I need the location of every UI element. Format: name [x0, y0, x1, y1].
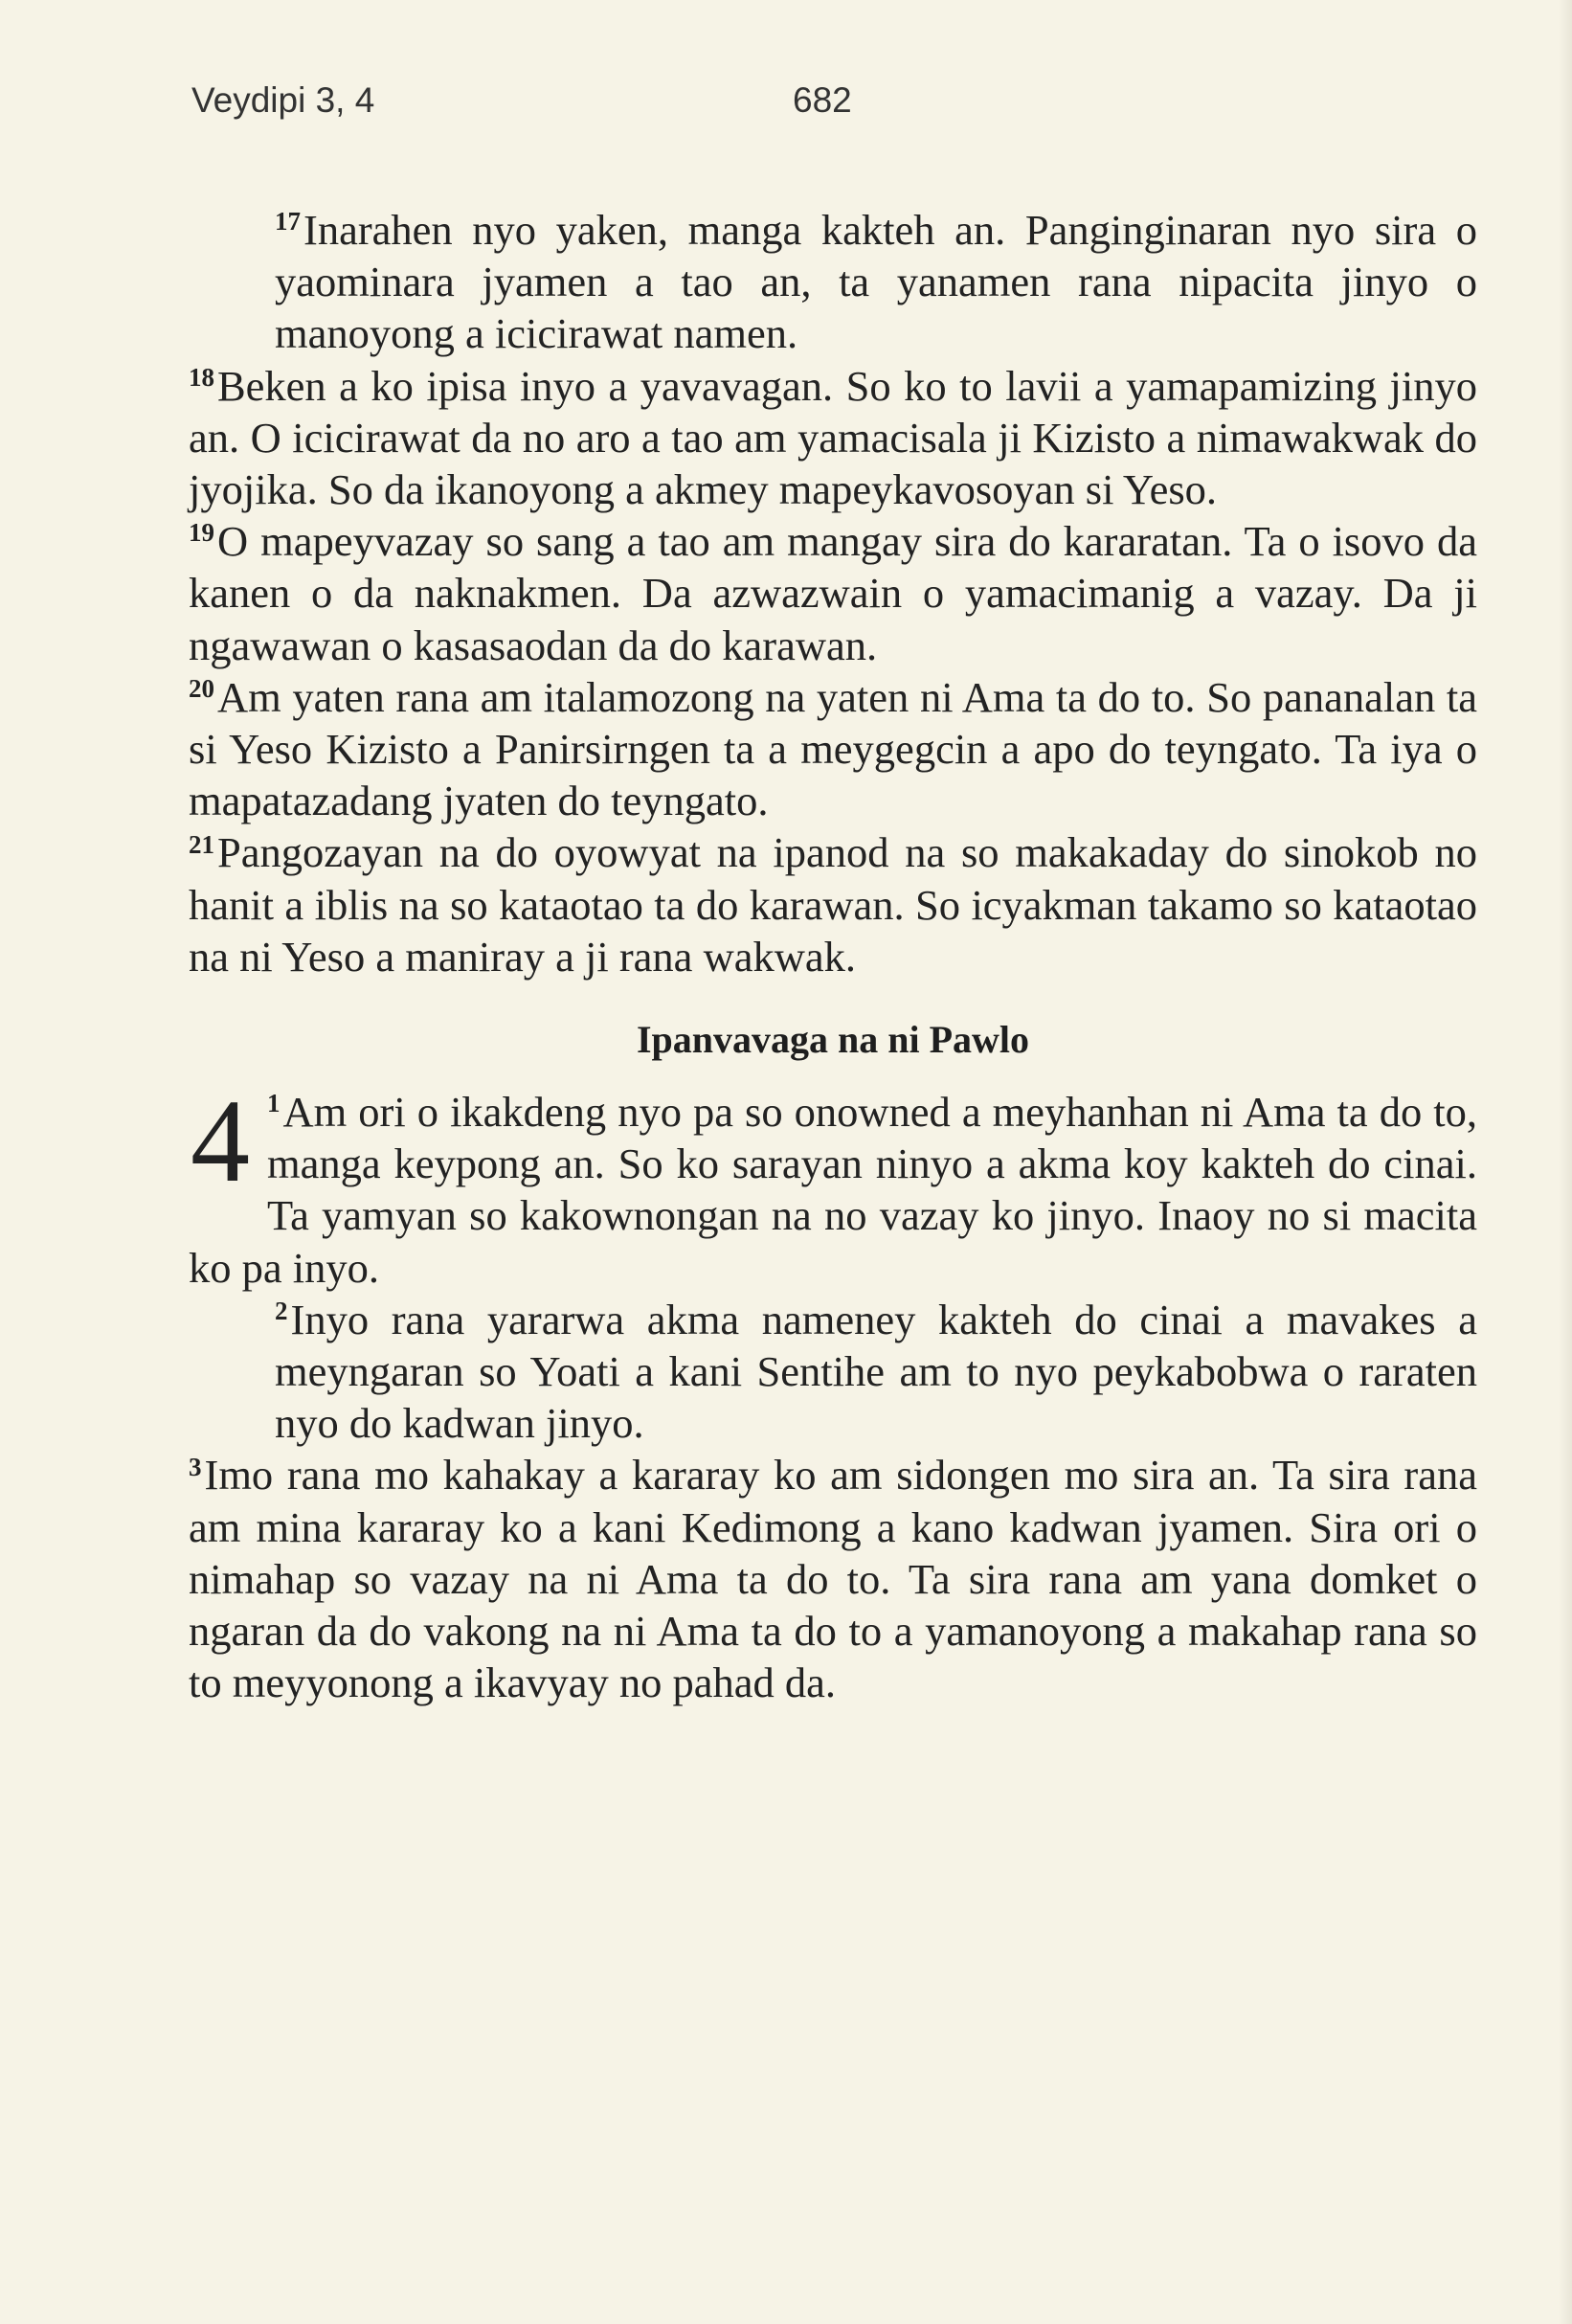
verse-text: O mapeyvazay so sang a tao am mangay sira do kararatan. Ta o isovo da kanen o da naknakmen. Da azwazwain o yamacimanig a vazay. Da ji ngawawan o kasasaodan da do karawan.: [189, 517, 1477, 669]
verse-number: 18: [189, 362, 214, 392]
section-heading: Ipanvavaga na ni Pawlo: [636, 1018, 1030, 1062]
verse-text: Inyo rana yararwa akma nameney kakteh do cinai a mavakes a meyngaran so Yoati a kani Sentihe am to nyo peykabobwa o raraten nyo do kadwan jinyo.: [275, 1295, 1477, 1448]
verse-text: Pangozayan na do oyowyat na ipanod na so makakaday do sinokob no hanit a iblis na so kataotao ta do karawan. So icyakman takamo so kataotao na ni Yeso a maniray a ji rana wakwak.: [189, 828, 1477, 981]
verse-number: 21: [189, 829, 214, 859]
verse-number: 17: [275, 207, 301, 237]
verse-number: 20: [189, 673, 214, 703]
chapter-4: [189, 1075, 1477, 1708]
verse-number: 2: [275, 1297, 288, 1326]
page-edge: [1559, 0, 1572, 2324]
chapter-number: 4: [191, 1075, 250, 1207]
verse-4-2: [189, 1294, 1477, 1450]
verse-3-17: [189, 204, 1477, 360]
verse-number: 19: [189, 518, 214, 548]
verse-text: Inarahen nyo yaken, manga kakteh an. Panginginaran nyo sira o yaominara jyamen a tao an, ta yanamen rana nipacita jinyo o manoyong a icicirawat namen.: [275, 206, 1477, 358]
verse-4-3: [189, 1449, 1477, 1708]
page-header: [191, 80, 1474, 138]
verse-3-20: [189, 671, 1477, 827]
running-head: Veydipi 3, 4: [191, 80, 375, 120]
verse-text: Am ori o ikakdeng nyo pa so onowned a meyhanhan ni Ama ta do to, manga keypong an. So ko sarayan ninyo a akma koy kakteh do cinai. Ta yamyan so kakownongan na no vazay ko jinyo. Inaoy no si macita ko pa inyo.: [189, 1088, 1477, 1292]
page-number: 682: [793, 80, 852, 120]
body-text: [189, 204, 1477, 1708]
verse-4-1: [189, 1075, 1477, 1294]
verse-3-21: [189, 826, 1477, 982]
verse-text: Am yaten rana am italamozong na yaten ni Ama ta do to. So pananalan ta si Yeso Kizisto a Panirsirngen ta a meygegcin a apo do teyngato. Ta iya o mapatazadang jyaten do teyngato.: [189, 672, 1477, 825]
verse-text: Beken a ko ipisa inyo a yavavagan. So ko to lavii a yamapamizing jinyo an. O icicirawat da no aro a tao am yamacisala ji Kizisto a nimawakwak do jyojika. So da ikanoyong a akmey mapeykavosoyan si Yeso.: [189, 361, 1477, 514]
verse-text: Imo rana mo kahakay a kararay ko am sidongen mo sira an. Ta sira rana am mina kararay ko a kani Kedimong a kano kadwan jyamen. Sira ori o nimahap so vazay na ni Ama ta do to. Ta sira rana am yana domket o ngaran da do vakong na ni Ama ta do to a yamanoyong a makahap rana so to meyyonong a ikavyay no pahad da.: [189, 1451, 1477, 1707]
verse-3-19: [189, 515, 1477, 671]
verse-number: 1: [267, 1089, 281, 1118]
verse-3-18: [189, 360, 1477, 516]
verse-number: 3: [189, 1452, 202, 1481]
